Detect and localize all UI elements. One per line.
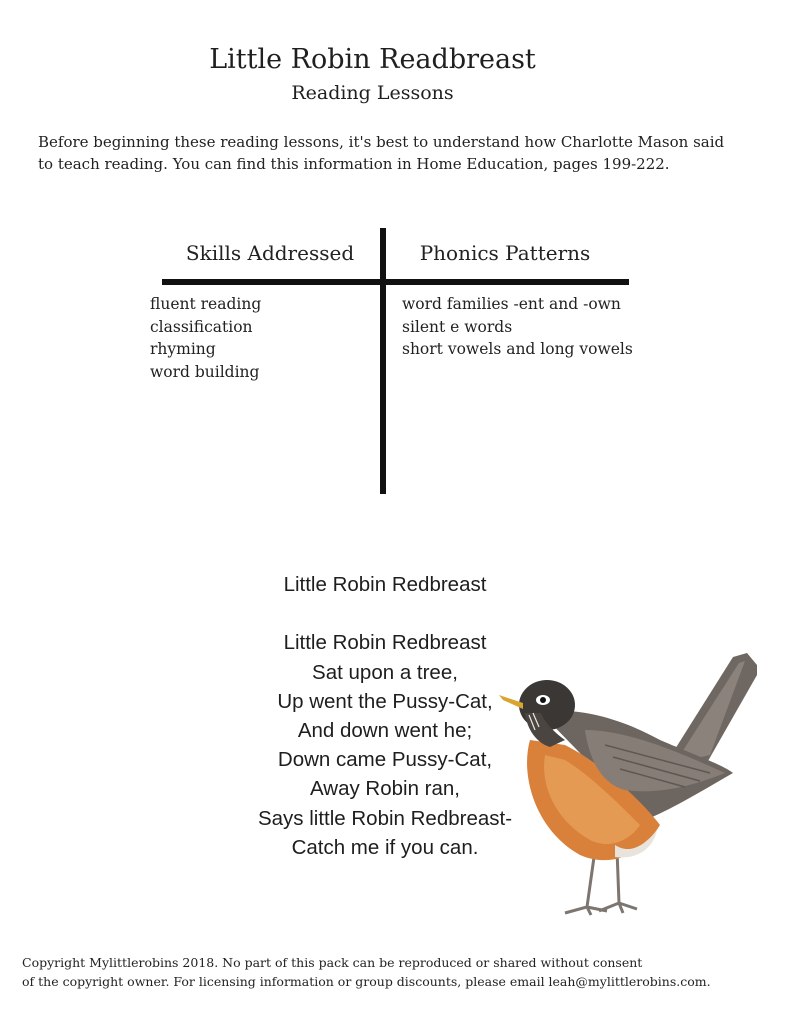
poem-line: Up went the Pussy-Cat, [277, 689, 493, 713]
robin-bird-icon [495, 645, 775, 920]
intro-line: to teach reading. You can find this information in Home Education, pages 199-222. [38, 155, 670, 173]
skills-heading: Skills Addressed [185, 241, 355, 265]
skill-item: classification [150, 317, 253, 336]
t-chart-vertical-divider [380, 228, 386, 494]
poem-title: Little Robin Redbreast [283, 573, 487, 596]
copyright-line: Copyright Mylittlerobins 2018. No part of this pack can be reproduced or shared without consent [22, 955, 643, 970]
poem-line: And down went he; [297, 719, 473, 742]
t-chart-horizontal-divider [162, 279, 629, 285]
poem-line: Sat upon a tree, [312, 660, 458, 684]
page-subtitle: Reading Lessons [291, 82, 454, 104]
phonics-heading: Phonics Patterns [419, 241, 591, 265]
phonics-list [402, 293, 633, 361]
poem-line: Away Robin ran, [309, 777, 461, 801]
poem-line: Little Robin Redbreast [283, 631, 487, 655]
phonics-item: short vowels and long vowels [402, 340, 633, 358]
copyright-line: of the copyright owner. For licensing information or group discounts, please email leah@mylittlerobins.com. [22, 974, 711, 989]
page-title: Little Robin Readbreast [209, 44, 536, 75]
poem-line: Down came Pussy-Cat, [277, 748, 493, 772]
poem-line: Catch me if you can. [291, 835, 479, 859]
skill-item: rhyming [150, 340, 216, 358]
intro-line: Before beginning these reading lessons, it's best to understand how Charlotte Mason said [38, 133, 725, 151]
skill-item: fluent reading [150, 295, 262, 313]
skill-item: word building [150, 362, 260, 381]
phonics-item: word families -ent and -own [402, 295, 621, 313]
poem-spacer [220, 599, 550, 628]
intro-paragraph [38, 131, 768, 175]
copyright-notice [22, 953, 782, 991]
phonics-item: silent e words [402, 317, 513, 336]
skills-list [150, 293, 261, 383]
poem-line: Says little Robin Redbreast- [257, 806, 513, 830]
